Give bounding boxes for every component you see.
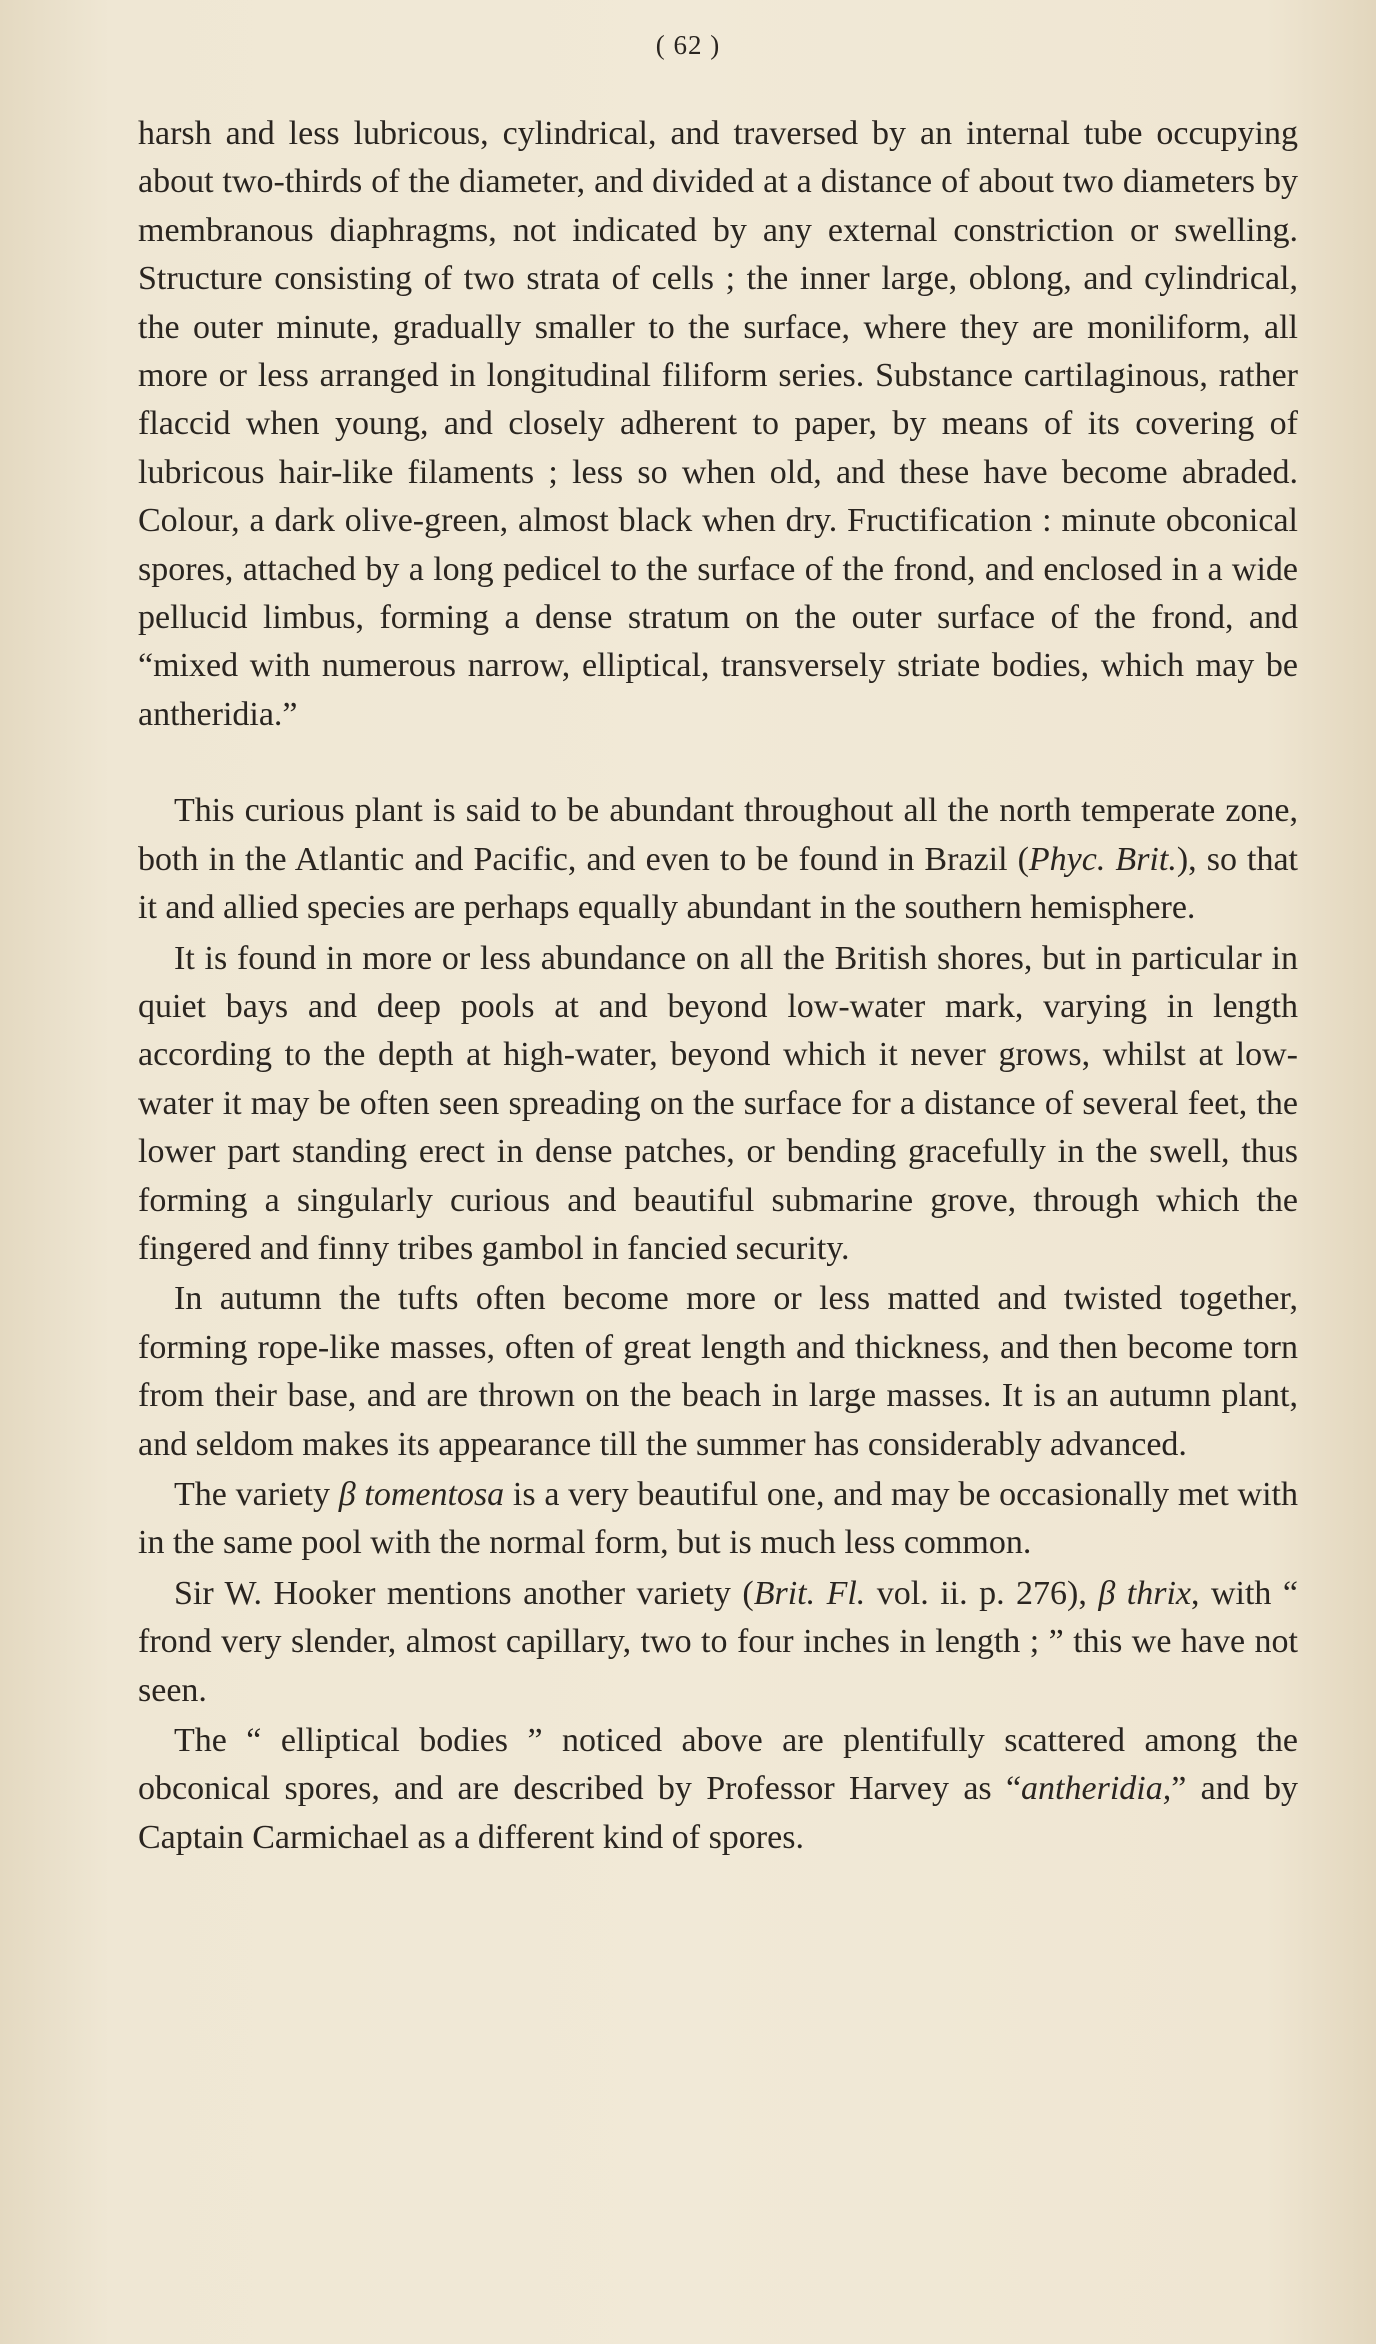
text-run: vol. ii. p. 276), [865,1574,1099,1612]
text-run-italic: β tomentosa [338,1475,505,1513]
text-run: Sir W. Hooker mentions another variety ( [174,1574,754,1612]
paragraph-variety-tomentosa [138,1471,1298,1568]
text-run: The “ elliptical bodies ” noticed above are plentifully scattered among the obconical spores, and are described by Professor Harvey as “ [138,1722,1298,1808]
text-run: ” and by Captain Carmichael as a different kind of spores. [138,1770,1299,1856]
text-run: ), so that it and allied species are perhaps equally abundant in the southern hemisphere. [138,840,1298,927]
text-run-italic: Phyc. Brit. [1028,840,1177,878]
text-run: This curious plant is said to be abundant throughout all the north temperate zone, both in the Atlantic and Pacific, and even to be found in Brazil ( [138,792,1298,878]
text-run-italic: Brit. Fl. [753,1574,866,1612]
paragraph-elliptical-bodies [138,1717,1298,1862]
paragraph-description [138,110,1298,739]
paragraph-autumn [138,1275,1298,1469]
text-run: is a very beautiful one, and may be occasionally met with in the same pool with the normal form, but is much less common. [138,1475,1298,1562]
text-run: In autumn the tufts often become more or less matted and twisted together, forming rope-like masses, often of great length and thickness, and then become torn from their base, and are thrown on the beach in large masses. It is an autumn plant, and seldom makes its appearance till the summer has considerably advanced. [138,1280,1298,1463]
paragraph-distribution [138,787,1298,932]
page-number: ( 62 ) [655,30,721,60]
text-run: harsh and less lubricous, cylindrical, and traversed by an internal tube occupying about two-thirds of the diameter, and divided at a distance of about two diameters by membranous diaphragms, not indicated by any external constriction or swelling. Structure consisting of two strata of cells ; the inner large, oblong, and cylindrical, the outer minute, gradually smaller to the surface, where they are moniliform, all more or less arranged in longitudinal filiform series. Substance cartilaginous, rather flaccid when young, and closely adherent to paper, by means of its covering of lubricous hair-like filaments ; less so when old, and these have become abraded. Colour, a dark olive-green, almost black when dry. Fructification : minute obconical spores, attached by a long pedicel to the surface of the frond, and enclosed in a wide pellucid limbus, forming a dense stratum on the outer surface of the frond, and “mixed with numerous narrow, elliptical, transversely striate bodies, which may be antheridia.” [138,115,1298,733]
body-text [138,110,1298,1862]
text-run: , with “ frond very slender, almost capillary, two to four inches in length ; ” this we have not seen. [138,1574,1298,1709]
text-run: It is found in more or less abundance on all the British shores, but in particular in quiet bays and deep pools at and beyond low-water mark, varying in length according to the depth at high-water, beyond which it never grows, whilst at low-water it may be often seen spreading on the surface for a distance of several feet, the lower part standing erect in dense patches, or bending gracefully in the swell, thus forming a singularly curious and beautiful submarine grove, through which the fingered and finny tribes gambol in fancied security. [138,939,1298,1267]
text-run: The variety [174,1475,339,1513]
paragraph-habitat [138,935,1298,1274]
text-run-italic: β thrix [1098,1574,1191,1612]
paragraph-variety-thrix [138,1570,1298,1715]
text-run-italic: antheridia, [1021,1770,1172,1808]
